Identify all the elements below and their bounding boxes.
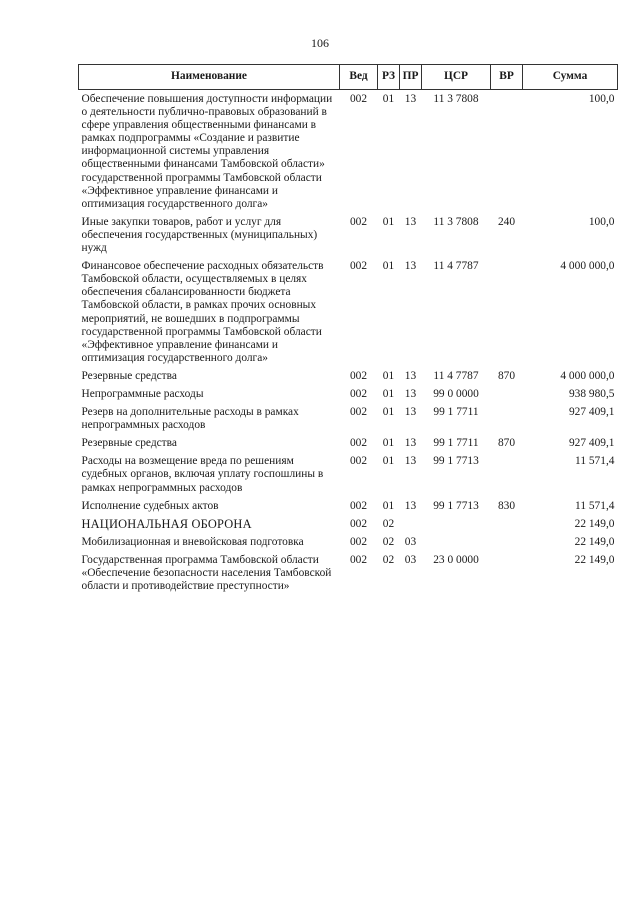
cell-csr: 23 0 0000	[433, 553, 479, 566]
cell-sum: 22 149,0	[574, 535, 615, 548]
cell-ved: 002	[349, 260, 368, 273]
header-pr: ПР	[400, 65, 422, 90]
cell-ved: 002	[349, 553, 368, 566]
cell-ved: 002	[349, 369, 368, 382]
cell-name: Исполнение судебных актов	[81, 499, 219, 512]
cell-rz: 01	[382, 369, 395, 382]
cell-sum: 11 571,4	[575, 455, 615, 468]
cell-sum: 4 000 000,0	[560, 369, 615, 382]
cell-pr: 03	[404, 553, 417, 566]
page-number: 106	[311, 36, 329, 50]
table-row	[79, 260, 618, 370]
cell-pr: 13	[404, 215, 417, 228]
cell-vr	[491, 518, 523, 536]
cell-sum: 927 409,1	[568, 406, 615, 419]
table-row	[79, 370, 618, 388]
cell-vr: 870	[497, 369, 516, 382]
cell-pr: 13	[404, 406, 417, 419]
table-row	[79, 518, 618, 536]
cell-name: Иные закупки товаров, работ и услуг для обеспечения государственных (муниципальных) нужд	[81, 215, 318, 255]
cell-ved: 002	[349, 93, 368, 105]
cell-csr	[422, 518, 491, 536]
cell-ved: 002	[349, 387, 368, 400]
cell-rz: 01	[382, 455, 395, 468]
table-row	[79, 437, 618, 455]
cell-rz: 02	[382, 517, 395, 530]
cell-pr: 13	[404, 369, 417, 382]
cell-csr: 11 3 7808	[433, 93, 479, 105]
cell-name: Резервные средства	[81, 369, 177, 382]
cell-vr: 240	[497, 215, 516, 228]
header-rz: РЗ	[378, 65, 400, 90]
cell-rz: 01	[382, 406, 395, 419]
cell-vr	[491, 388, 523, 406]
cell-name: Обеспечение повышения доступности информации о деятельности публично-правовых образований в сфере управления общественными финансами в рамках подпрограммы «Создание и развитие информационной системы управления общественными финансами Тамбовской области» государственной программы Тамбовской области «Эффективное управление финансами и оптимизация государственного долга»	[81, 93, 333, 210]
cell-rz: 01	[382, 499, 395, 512]
table-row	[79, 536, 618, 554]
cell-ved: 002	[349, 437, 368, 450]
cell-vr: 870	[497, 437, 516, 450]
cell-ved: 002	[349, 499, 368, 512]
cell-csr: 99 1 7711	[433, 406, 479, 419]
cell-csr: 11 4 7787	[433, 260, 479, 273]
cell-ved: 002	[349, 517, 368, 530]
cell-sum: 938 980,5	[568, 387, 615, 400]
cell-csr: 11 4 7787	[433, 369, 479, 382]
cell-name: Расходы на возмещение вреда по решениям судебных органов, включая уплату госпошлины в рамках непрограммных расходов	[81, 455, 324, 494]
cell-rz: 01	[382, 215, 395, 228]
cell-rz: 01	[382, 387, 395, 400]
header-csr: ЦСР	[422, 65, 491, 90]
table-row	[79, 406, 618, 437]
cell-name: Резерв на дополнительные расходы в рамках непрограммных расходов	[81, 406, 299, 432]
cell-ved: 002	[349, 535, 368, 548]
table-row	[79, 500, 618, 518]
cell-sum: 927 409,1	[568, 437, 615, 450]
table-body	[79, 90, 618, 599]
cell-pr: 13	[404, 260, 417, 273]
cell-sum: 4 000 000,0	[560, 260, 615, 273]
cell-name: Государственная программа Тамбовской области «Обеспечение безопасности населения Тамбовской области и противодействие преступности»	[81, 553, 332, 593]
cell-rz: 02	[382, 553, 395, 566]
cell-rz: 01	[382, 260, 395, 273]
cell-csr: 99 0 0000	[433, 387, 479, 400]
cell-pr: 13	[404, 93, 417, 105]
cell-rz: 01	[382, 93, 395, 105]
cell-pr: 13	[404, 499, 417, 512]
cell-vr	[491, 554, 523, 598]
cell-sum: 22 149,0	[574, 517, 615, 530]
cell-ved: 002	[349, 406, 368, 419]
cell-csr: 99 1 7711	[433, 437, 479, 450]
table-row	[79, 554, 618, 598]
cell-csr: 11 3 7808	[433, 215, 479, 228]
cell-vr	[491, 406, 523, 437]
header-name: Наименование	[79, 65, 340, 90]
cell-rz: 01	[382, 437, 395, 450]
cell-vr	[491, 90, 523, 216]
cell-vr	[491, 455, 523, 499]
cell-pr: 13	[404, 387, 417, 400]
cell-sum: 100,0	[588, 93, 615, 105]
cell-name: Финансовое обеспечение расходных обязательств Тамбовской области, осуществляемых в целях обеспечения сбалансированности бюджета Тамбовской области, в рамках прочих основных мероприятий, не вошедших в подпрограммы государственной программы Тамбовской области «Эффективное управление финансами и оптимизация государственного долга»	[81, 260, 324, 364]
table-row	[79, 388, 618, 406]
cell-vr: 830	[497, 499, 516, 512]
cell-csr: 99 1 7713	[433, 499, 479, 512]
table-header	[79, 65, 618, 90]
cell-csr: 99 1 7713	[433, 455, 479, 468]
cell-pr	[400, 518, 422, 536]
cell-name: НАЦИОНАЛЬНАЯ ОБОРОНА	[81, 516, 252, 531]
cell-name: Мобилизационная и вневойсковая подготовка	[81, 535, 304, 548]
cell-name: Непрограммные расходы	[81, 387, 204, 400]
cell-vr	[491, 536, 523, 554]
header-vr: ВР	[491, 65, 523, 90]
cell-sum: 22 149,0	[574, 553, 615, 566]
header-ved: Вед	[340, 65, 378, 90]
budget-table	[78, 64, 618, 598]
table-row	[79, 455, 618, 499]
cell-ved: 002	[349, 455, 368, 468]
cell-sum: 100,0	[588, 215, 615, 228]
cell-pr: 13	[404, 437, 417, 450]
cell-csr	[422, 536, 491, 554]
cell-pr: 03	[404, 535, 417, 548]
cell-pr: 13	[404, 455, 417, 468]
table-row	[79, 90, 618, 216]
cell-ved: 002	[349, 215, 368, 228]
cell-name: Резервные средства	[81, 437, 177, 450]
header-sum: Сумма	[523, 65, 618, 90]
table-row	[79, 216, 618, 260]
cell-rz: 02	[382, 535, 395, 548]
cell-vr	[491, 260, 523, 370]
cell-sum: 11 571,4	[575, 499, 615, 512]
